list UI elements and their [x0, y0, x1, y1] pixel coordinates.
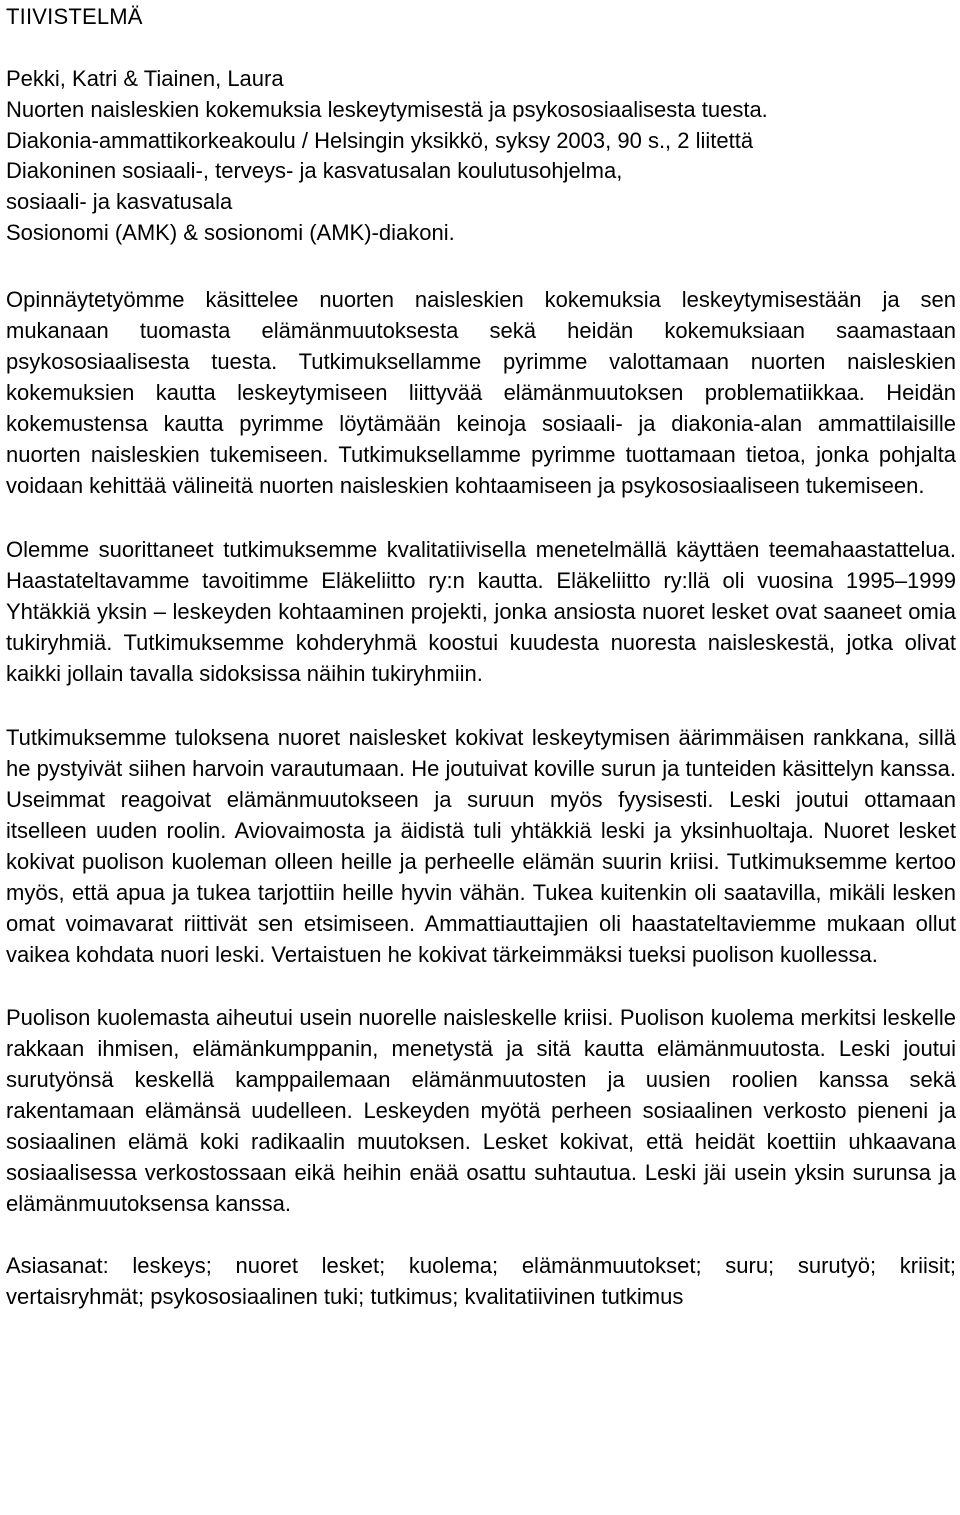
keywords-line: Asiasanat: leskeys; nuoret lesket; kuolema; elämänmuutokset; suru; surutyö; kriisit; vertaisryhmät; psykososiaalinen tuki; tutkimus; kvalitatiivinen tutkimus: [6, 1252, 956, 1309]
authors-line: Pekki, Katri & Tiainen, Laura: [6, 66, 284, 91]
institution-line: Diakonia-ammattikorkeakoulu / Helsingin yksikkö, syksy 2003, 90 s., 2 liitettä: [6, 127, 754, 153]
abstract-paragraph: Opinnäytetyömme käsittelee nuorten naisleskien kokemuksia leskeytymisestään ja sen mukanaan tuomasta elämänmuutoksesta sekä heidän kokemuksiaan saamastaan psykososiaalisesta tuesta. Tutkimuksellamme pyrimme valottamaan nuorten naisleskien kokemuksien kautta leskeytymiseen liittyvää elämänmuutoksen problematiikkaa. Heidän kokemustensa kautta pyrimme löytämään keinoja sosiaali- ja diakonia-alan ammattilaisille nuorten naisleskien tukemiseen. Tutkimuksellamme pyrimme tuottamaan tietoa, jonka pohjalta voidaan kehittää välineitä nuorten naisleskien kohtaamiseen ja psykososiaaliseen tukemiseen.: [6, 286, 956, 498]
programme-line: Diakoninen sosiaali-, terveys- ja kasvatusalan koulutusohjelma,: [6, 158, 623, 184]
page-title: TIIVISTELMÄ: [6, 4, 143, 29]
abstract-paragraph: Puolison kuolemasta aiheutui usein nuorelle naisleskelle kriisi. Puolison kuolema merkitsi leskelle rakkaan ihmisen, elämänkumppanin, menetystä ja sitä kautta elämänmuutosta. Leski joutui surutyönsä keskellä kamppailemaan elämänmuutosten ja uusien roolien kanssa sekä rakentamaan elämänsä uudelleen. Leskeyden myötä perheen sosiaalinen verkosto pieneni ja sosiaalinen elämä koki radikaalin muutoksen. Lesket kokivat, että heidät koettiin uhkaavana sosiaalisessa verkostossaan eikä heihin enää osattu suhtautua. Leski jäi usein yksin surunsa ja elämänmuutoksensa kanssa.: [6, 1004, 956, 1216]
thesis-title-line: Nuorten naisleskien kokemuksia leskeytymisestä ja psykososiaalisesta tuesta.: [6, 96, 768, 122]
field-line: sosiaali- ja kasvatusala: [6, 189, 233, 215]
degree-line: Sosionomi (AMK) & sosionomi (AMK)-diakoni.: [6, 219, 455, 245]
abstract-page: [6, 0, 956, 1334]
thesis-metadata: [6, 64, 956, 249]
abstract-paragraph: Tutkimuksemme tuloksena nuoret naislesket kokivat leskeytymisen äärimmäisen rankkana, sillä he pystyivät siihen harvoin varautumaan. He joutuivat koville surun ja tunteiden käsittelyn kanssa. Useimmat reagoivat elämänmuutokseen ja suruun myös fyysisesti. Leski joutui ottamaan itselleen uuden roolin. Aviovaimosta ja äidistä tuli yhtäkkiä leski ja yksinhuoltaja. Nuoret lesket kokivat puolison kuoleman olleen heille ja perheelle elämän suurin kriisi. Tutkimuksemme kertoo myös, että apua ja tukea tarjottiin heille hyvin vähän. Tukea kuitenkin oli saatavilla, mikäli lesken omat voimavarat riittivät sen etsimiseen. Ammattiauttajien oli haastateltaviemme mukaan ollut vaikea kohdata nuori leski. Vertaistuen he kokivat tärkeimmäksi tueksi puolison kuollessa.: [6, 724, 956, 967]
abstract-paragraph: Olemme suorittaneet tutkimuksemme kvalitatiivisella menetelmällä käyttäen teemahaastattelua. Haastateltavamme tavoitimme Eläkeliitto ry:n kautta. Eläkeliitto ry:llä oli vuosina 1995–1999 Yhtäkkiä yksin – leskeyden kohtaaminen projekti, jonka ansiosta nuoret lesket ovat saaneet omia tukiryhmiä. Tutkimuksemme kohderyhmä koostui kuudesta nuoresta naisleskestä, jotka olivat kaikki jollain tavalla sidoksissa näihin tukiryhmiin.: [6, 536, 956, 686]
